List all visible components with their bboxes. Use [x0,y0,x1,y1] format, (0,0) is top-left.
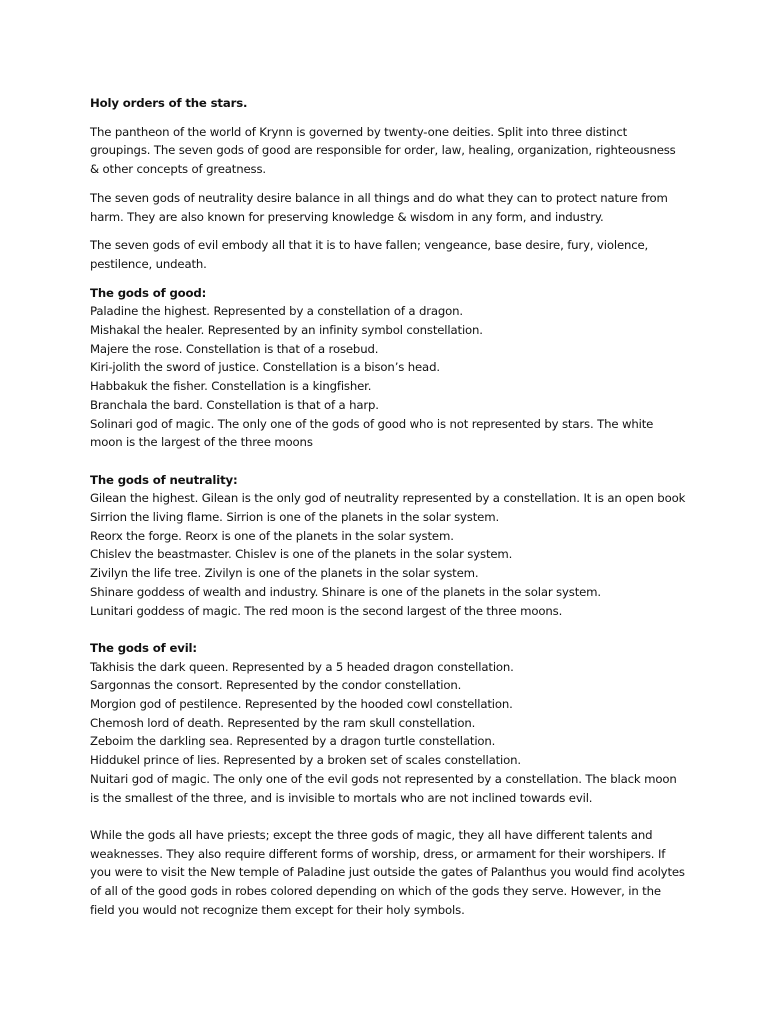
document-page [90,94,686,929]
list-item: Habbakuk the fisher. Constellation is a kingfisher. [90,379,372,394]
list-item: Zeboim the darkling sea. Represented by a dragon turtle constellation. [90,734,496,749]
section-gods-of-neutrality [90,471,686,621]
list-item: Solinari god of magic. The only one of the gods of good who is not represented by stars. The white moon is the largest of the three moons [90,416,654,450]
list-item: Morgion god of pestilence. Represented by the hooded cowl constellation. [90,697,513,712]
intro-paragraph-evil: The seven gods of evil embody all that it is to have fallen; vengeance, base desire, fury, violence, pestilence, undeath. [90,238,649,271]
section-heading-evil: The gods of evil: [90,640,197,655]
intro-paragraph-neutrality: The seven gods of neutrality desire balance in all things and do what they can to protect nature from harm. They are also known for preserving knowledge & wisdom in any form, and industry. [90,190,668,224]
list-item: Reorx the forge. Reorx is one of the planets in the solar system. [90,528,454,543]
list-item: Sirrion the living flame. Sirrion is one of the planets in the solar system. [90,510,500,525]
blank-line [90,620,686,639]
list-item: Gilean the highest. Gilean is the only god of neutrality represented by a constellation. It is an open book [90,491,686,506]
list-item: Takhisis the dark queen. Represented by a 5 headed dragon constellation. [90,659,514,674]
blank-line [90,807,686,826]
list-item: Chislev the beastmaster. Chislev is one of the planets in the solar system. [90,547,513,562]
section-gods-of-evil [90,639,686,807]
list-item: Chemosh lord of death. Represented by the ram skull constellation. [90,715,476,730]
list-item: Zivilyn the life tree. Zivilyn is one of the planets in the solar system. [90,566,479,581]
list-item: Mishakal the healer. Represented by an infinity symbol constellation. [90,323,483,338]
list-item: Kiri-jolith the sword of justice. Constellation is a bison’s head. [90,360,440,375]
intro-paragraph-good: The pantheon of the world of Krynn is governed by twenty-one deities. Split into three distinct groupings. The seven gods of good are responsible for order, law, healing, organization, righteousness & other concepts of greatness. [90,124,676,177]
page-title: Holy orders of the stars. [90,96,248,110]
section-heading-good: The gods of good: [90,285,207,300]
list-item: Lunitari goddess of magic. The red moon is the second largest of the three moons. [90,603,563,618]
list-item: Shinare goddess of wealth and industry. Shinare is one of the planets in the solar system. [90,584,601,599]
list-item: Sargonnas the consort. Represented by the condor constellation. [90,678,462,693]
blank-line [90,452,686,471]
list-item: Majere the rose. Constellation is that of a rosebud. [90,341,379,356]
section-gods-of-good [90,284,686,452]
list-item: Nuitari god of magic. The only one of the evil gods not represented by a constellation. The black moon is the smallest of the three, and is invisible to mortals who are not inclined towards evil. [90,771,677,805]
closing-paragraph: While the gods all have priests; except the three gods of magic, they all have different talents and weaknesses. They also require different forms of worship, dress, or armament for their worshipers. If you were to visit the New temple of Paladine just outside the gates of Palanthus you would find acolytes of all of the good gods in robes colored depending on which of the gods they serve. However, in the field you would not recognize them except for their holy symbols. [90,827,685,917]
list-item: Paladine the highest. Represented by a constellation of a dragon. [90,304,463,319]
section-heading-neutrality: The gods of neutrality: [90,472,238,487]
list-item: Hiddukel prince of lies. Represented by a broken set of scales constellation. [90,753,521,768]
list-item: Branchala the bard. Constellation is that of a harp. [90,397,379,412]
